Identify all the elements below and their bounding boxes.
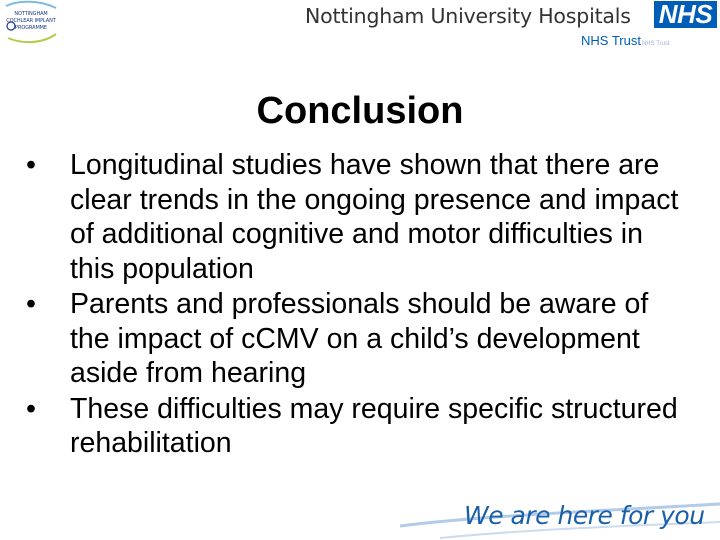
bullet-item: [26, 148, 694, 286]
bullet-text: Longitudinal studies have shown that there are clear trends in the ongoing presence and impact of additional cognitive and motor difficulties in this population: [70, 149, 679, 285]
nhs-trust-label: [581, 33, 670, 48]
nhs-trust-small-text: NHS Trust: [641, 41, 670, 47]
footer-slogan: We are here for you: [464, 501, 705, 530]
bullet-marker: •: [26, 149, 36, 181]
bullet-marker: •: [26, 392, 36, 425]
logo-line-1: NOTTINGHAM: [14, 11, 48, 17]
nhs-trust-text: NHS Trust: [581, 33, 641, 48]
slide-title: Conclusion: [256, 90, 464, 132]
nhs-logo: NHS: [654, 1, 717, 28]
logo-line-3: PROGRAMME: [15, 25, 47, 31]
bullet-item: [26, 287, 694, 391]
bullet-marker: •: [26, 288, 36, 320]
bullet-text: Parents and professionals should be aware of the impact of cCMV on a child’s development aside from hearing: [70, 288, 649, 389]
bullet-item: [26, 392, 694, 461]
bullet-text: These difficulties may require specific structured rehabilitation: [70, 392, 678, 459]
bullet-list: [26, 148, 694, 462]
trust-name: Nottingham University Hospitals: [305, 4, 631, 28]
cochlear-implant-programme-logo: [0, 0, 62, 44]
logo-line-2: COCHLEAR IMPLANT: [6, 18, 56, 24]
